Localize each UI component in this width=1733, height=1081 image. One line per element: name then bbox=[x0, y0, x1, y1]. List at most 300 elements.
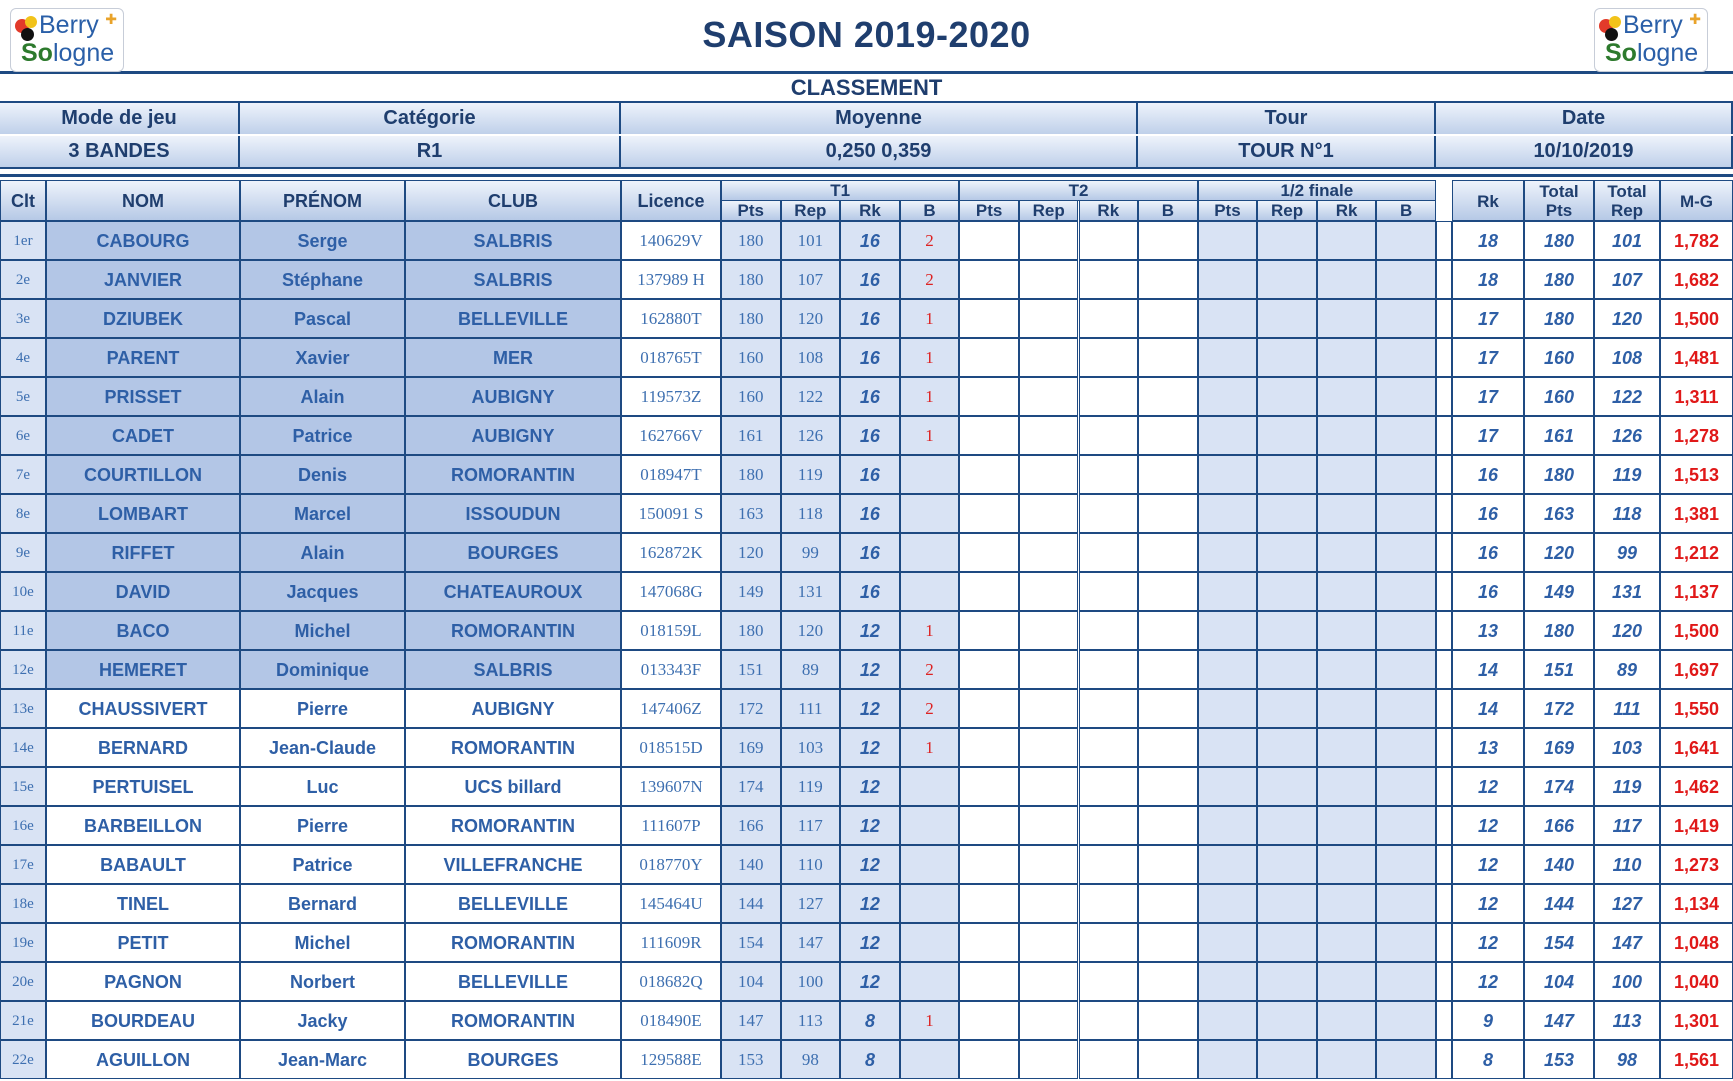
rank-cell: 2e bbox=[0, 260, 46, 299]
semifinal-cell bbox=[1257, 494, 1317, 533]
total-rep: 120 bbox=[1594, 611, 1660, 650]
total-rk: 18 bbox=[1452, 260, 1524, 299]
t2-cell bbox=[1019, 767, 1079, 806]
t1-b bbox=[900, 806, 960, 845]
t1-pts: 172 bbox=[721, 689, 781, 728]
column-header-total_rep: Total Rep bbox=[1594, 180, 1660, 221]
t1-rep: 100 bbox=[781, 962, 841, 1001]
t1-rk: 16 bbox=[840, 455, 900, 494]
t1-rep: 119 bbox=[781, 767, 841, 806]
rank-cell: 6e bbox=[0, 416, 46, 455]
moyenne-generale: 1,641 bbox=[1660, 728, 1733, 767]
page-title: SAISON 2019-2020 bbox=[702, 14, 1031, 55]
t1-pts: 166 bbox=[721, 806, 781, 845]
column-gap bbox=[1436, 299, 1452, 338]
info-value: 3 BANDES bbox=[0, 136, 240, 167]
info-panel bbox=[0, 101, 1733, 169]
column-gap bbox=[1436, 377, 1452, 416]
t2-cell bbox=[1019, 416, 1079, 455]
t2-cell bbox=[1138, 689, 1198, 728]
column-gap bbox=[1436, 689, 1452, 728]
t1-rk: 16 bbox=[840, 377, 900, 416]
title-bar bbox=[0, 0, 1733, 74]
semifinal-cell bbox=[1257, 221, 1317, 260]
t2-cell bbox=[1079, 767, 1139, 806]
column-gap bbox=[1436, 416, 1452, 455]
t1-pts: 161 bbox=[721, 416, 781, 455]
t2-cell bbox=[959, 1040, 1019, 1079]
t1-pts: 169 bbox=[721, 728, 781, 767]
total-pts: 180 bbox=[1524, 260, 1594, 299]
semifinal-cell bbox=[1376, 1001, 1436, 1040]
total-rep: 89 bbox=[1594, 650, 1660, 689]
t2-cell bbox=[959, 1001, 1019, 1040]
t2-cell bbox=[1079, 377, 1139, 416]
t1-rep: 107 bbox=[781, 260, 841, 299]
total-rk: 12 bbox=[1452, 845, 1524, 884]
semifinal-cell bbox=[1317, 806, 1377, 845]
t2-cell bbox=[1138, 455, 1198, 494]
t1-rep: 108 bbox=[781, 338, 841, 377]
t2-cell bbox=[959, 689, 1019, 728]
total-rep: 131 bbox=[1594, 572, 1660, 611]
total-rep: 122 bbox=[1594, 377, 1660, 416]
total-rk: 12 bbox=[1452, 962, 1524, 1001]
rank-cell: 14e bbox=[0, 728, 46, 767]
total-rep: 119 bbox=[1594, 455, 1660, 494]
total-rk: 13 bbox=[1452, 728, 1524, 767]
total-pts: 174 bbox=[1524, 767, 1594, 806]
player-last-name: BABAULT bbox=[46, 845, 240, 884]
total-rk: 12 bbox=[1452, 767, 1524, 806]
player-club: SALBRIS bbox=[405, 260, 621, 299]
t1-b bbox=[900, 494, 960, 533]
t2-cell bbox=[1138, 962, 1198, 1001]
t2-cell bbox=[1138, 221, 1198, 260]
t2-cell bbox=[1138, 416, 1198, 455]
semifinal-cell bbox=[1376, 689, 1436, 728]
t1-b: 2 bbox=[900, 260, 960, 299]
total-pts: 149 bbox=[1524, 572, 1594, 611]
t2-cell bbox=[959, 260, 1019, 299]
player-first-name: Michel bbox=[240, 611, 405, 650]
t1-pts: 174 bbox=[721, 767, 781, 806]
semifinal-cell bbox=[1198, 1001, 1258, 1040]
player-first-name: Michel bbox=[240, 923, 405, 962]
t2-cell bbox=[1019, 455, 1079, 494]
moyenne-generale: 1,419 bbox=[1660, 806, 1733, 845]
column-gap bbox=[1436, 767, 1452, 806]
t2-cell bbox=[959, 728, 1019, 767]
t2-cell bbox=[959, 494, 1019, 533]
semifinal-cell bbox=[1376, 845, 1436, 884]
player-club: ROMORANTIN bbox=[405, 923, 621, 962]
semifinal-cell bbox=[1198, 845, 1258, 884]
player-licence: 162766V bbox=[621, 416, 721, 455]
player-club: BOURGES bbox=[405, 533, 621, 572]
semifinal-cell bbox=[1317, 221, 1377, 260]
player-last-name: PAGNON bbox=[46, 962, 240, 1001]
total-rep: 118 bbox=[1594, 494, 1660, 533]
t2-cell bbox=[1019, 338, 1079, 377]
rank-cell: 10e bbox=[0, 572, 46, 611]
column-header-nom: NOM bbox=[46, 180, 240, 221]
total-rep: 126 bbox=[1594, 416, 1660, 455]
column-gap bbox=[1436, 962, 1452, 1001]
t2-cell bbox=[1019, 377, 1079, 416]
column-header-rk: Rk bbox=[1452, 180, 1524, 221]
t1-pts: 147 bbox=[721, 1001, 781, 1040]
t2-cell bbox=[1138, 650, 1198, 689]
total-rk: 8 bbox=[1452, 1040, 1524, 1079]
semifinal-cell bbox=[1198, 611, 1258, 650]
t1-pts: 180 bbox=[721, 260, 781, 299]
semifinal-cell bbox=[1198, 884, 1258, 923]
semifinal-cell bbox=[1376, 494, 1436, 533]
column-subheader: Rep bbox=[1257, 200, 1317, 221]
player-last-name: AGUILLON bbox=[46, 1040, 240, 1079]
semifinal-cell bbox=[1376, 416, 1436, 455]
semifinal-cell bbox=[1376, 611, 1436, 650]
total-rk: 18 bbox=[1452, 221, 1524, 260]
player-last-name: DAVID bbox=[46, 572, 240, 611]
t1-rep: 120 bbox=[781, 611, 841, 650]
t2-cell bbox=[1138, 572, 1198, 611]
t1-rep: 99 bbox=[781, 533, 841, 572]
semifinal-cell bbox=[1198, 572, 1258, 611]
player-last-name: HEMERET bbox=[46, 650, 240, 689]
player-first-name: Bernard bbox=[240, 884, 405, 923]
player-club: SALBRIS bbox=[405, 650, 621, 689]
total-rep: 120 bbox=[1594, 299, 1660, 338]
player-first-name: Serge bbox=[240, 221, 405, 260]
semifinal-cell bbox=[1257, 884, 1317, 923]
t1-pts: 154 bbox=[721, 923, 781, 962]
player-club: BELLEVILLE bbox=[405, 962, 621, 1001]
total-rk: 13 bbox=[1452, 611, 1524, 650]
t2-cell bbox=[959, 299, 1019, 338]
rank-cell: 17e bbox=[0, 845, 46, 884]
t2-cell bbox=[1079, 260, 1139, 299]
total-rk: 16 bbox=[1452, 455, 1524, 494]
player-last-name: COURTILLON bbox=[46, 455, 240, 494]
t1-b bbox=[900, 572, 960, 611]
semifinal-cell bbox=[1376, 806, 1436, 845]
semifinal-cell bbox=[1376, 377, 1436, 416]
t1-rep: 110 bbox=[781, 845, 841, 884]
total-rk: 9 bbox=[1452, 1001, 1524, 1040]
player-club: ROMORANTIN bbox=[405, 1001, 621, 1040]
total-rk: 16 bbox=[1452, 533, 1524, 572]
t2-cell bbox=[959, 221, 1019, 260]
column-subheader: B bbox=[1376, 200, 1436, 221]
semifinal-cell bbox=[1257, 1040, 1317, 1079]
total-pts: 172 bbox=[1524, 689, 1594, 728]
total-pts: 163 bbox=[1524, 494, 1594, 533]
t1-pts: 151 bbox=[721, 650, 781, 689]
column-subheader: Rk bbox=[1079, 200, 1139, 221]
total-rk: 14 bbox=[1452, 689, 1524, 728]
t2-cell bbox=[1019, 728, 1079, 767]
t1-pts: 180 bbox=[721, 221, 781, 260]
column-header-club: CLUB bbox=[405, 180, 621, 221]
semifinal-cell bbox=[1376, 884, 1436, 923]
total-pts: 147 bbox=[1524, 1001, 1594, 1040]
t1-pts: 120 bbox=[721, 533, 781, 572]
player-club: VILLEFRANCHE bbox=[405, 845, 621, 884]
semifinal-cell bbox=[1376, 650, 1436, 689]
player-last-name: DZIUBEK bbox=[46, 299, 240, 338]
semifinal-cell bbox=[1317, 299, 1377, 338]
player-licence: 137989 H bbox=[621, 260, 721, 299]
column-gap bbox=[1436, 650, 1452, 689]
t2-cell bbox=[1019, 962, 1079, 1001]
separator bbox=[0, 167, 1733, 177]
t1-rep: 89 bbox=[781, 650, 841, 689]
total-rk: 14 bbox=[1452, 650, 1524, 689]
t1-pts: 180 bbox=[721, 611, 781, 650]
semifinal-cell bbox=[1198, 377, 1258, 416]
column-group-header: T2 bbox=[959, 180, 1197, 201]
t2-cell bbox=[1019, 689, 1079, 728]
t1-rep: 126 bbox=[781, 416, 841, 455]
t2-cell bbox=[1079, 494, 1139, 533]
t1-rep: 119 bbox=[781, 455, 841, 494]
t1-b bbox=[900, 455, 960, 494]
t1-rk: 12 bbox=[840, 845, 900, 884]
t1-b bbox=[900, 962, 960, 1001]
t1-rk: 16 bbox=[840, 299, 900, 338]
t1-b: 1 bbox=[900, 728, 960, 767]
t2-cell bbox=[1138, 923, 1198, 962]
total-rk: 16 bbox=[1452, 572, 1524, 611]
semifinal-cell bbox=[1317, 689, 1377, 728]
column-gap bbox=[1436, 494, 1452, 533]
player-last-name: PRISSET bbox=[46, 377, 240, 416]
semifinal-cell bbox=[1198, 962, 1258, 1001]
column-gap bbox=[1436, 845, 1452, 884]
t2-cell bbox=[959, 338, 1019, 377]
moyenne-generale: 1,697 bbox=[1660, 650, 1733, 689]
player-licence: 018159L bbox=[621, 611, 721, 650]
t2-cell bbox=[1019, 1040, 1079, 1079]
semifinal-cell bbox=[1257, 1001, 1317, 1040]
moyenne-generale: 1,040 bbox=[1660, 962, 1733, 1001]
rank-cell: 11e bbox=[0, 611, 46, 650]
player-club: MER bbox=[405, 338, 621, 377]
total-rep: 100 bbox=[1594, 962, 1660, 1001]
semifinal-cell bbox=[1257, 845, 1317, 884]
semifinal-cell bbox=[1257, 611, 1317, 650]
t2-cell bbox=[1079, 923, 1139, 962]
semifinal-cell bbox=[1198, 767, 1258, 806]
moyenne-generale: 1,500 bbox=[1660, 299, 1733, 338]
semifinal-cell bbox=[1257, 962, 1317, 1001]
t1-rep: 131 bbox=[781, 572, 841, 611]
t2-cell bbox=[1019, 572, 1079, 611]
semifinal-cell bbox=[1198, 338, 1258, 377]
player-licence: 111609R bbox=[621, 923, 721, 962]
t1-rk: 12 bbox=[840, 650, 900, 689]
player-licence: 139607N bbox=[621, 767, 721, 806]
total-rep: 98 bbox=[1594, 1040, 1660, 1079]
total-pts: 169 bbox=[1524, 728, 1594, 767]
t1-rep: 98 bbox=[781, 1040, 841, 1079]
t2-cell bbox=[1138, 1040, 1198, 1079]
semifinal-cell bbox=[1257, 767, 1317, 806]
rank-cell: 8e bbox=[0, 494, 46, 533]
column-gap bbox=[1436, 455, 1452, 494]
t2-cell bbox=[1138, 767, 1198, 806]
semifinal-cell bbox=[1257, 689, 1317, 728]
semifinal-cell bbox=[1376, 338, 1436, 377]
player-first-name: Alain bbox=[240, 377, 405, 416]
total-pts: 180 bbox=[1524, 299, 1594, 338]
column-gap bbox=[1436, 728, 1452, 767]
t2-cell bbox=[1138, 728, 1198, 767]
column-header-total_pts: Total Pts bbox=[1524, 180, 1594, 221]
player-club: ROMORANTIN bbox=[405, 611, 621, 650]
t1-rep: 113 bbox=[781, 1001, 841, 1040]
t2-cell bbox=[1079, 845, 1139, 884]
semifinal-cell bbox=[1198, 416, 1258, 455]
moyenne-generale: 1,513 bbox=[1660, 455, 1733, 494]
moyenne-generale: 1,381 bbox=[1660, 494, 1733, 533]
t2-cell bbox=[959, 533, 1019, 572]
player-licence: 119573Z bbox=[621, 377, 721, 416]
total-rep: 99 bbox=[1594, 533, 1660, 572]
rank-cell: 15e bbox=[0, 767, 46, 806]
info-value: 10/10/2019 bbox=[1436, 136, 1733, 167]
total-pts: 151 bbox=[1524, 650, 1594, 689]
t1-rep: 111 bbox=[781, 689, 841, 728]
player-licence: 018765T bbox=[621, 338, 721, 377]
player-club: AUBIGNY bbox=[405, 689, 621, 728]
semifinal-cell bbox=[1376, 728, 1436, 767]
semifinal-cell bbox=[1317, 923, 1377, 962]
total-pts: 166 bbox=[1524, 806, 1594, 845]
semifinal-cell bbox=[1317, 1001, 1377, 1040]
t1-pts: 149 bbox=[721, 572, 781, 611]
t1-rk: 12 bbox=[840, 728, 900, 767]
t2-cell bbox=[959, 806, 1019, 845]
t2-cell bbox=[1019, 260, 1079, 299]
moyenne-generale: 1,212 bbox=[1660, 533, 1733, 572]
total-pts: 140 bbox=[1524, 845, 1594, 884]
total-pts: 160 bbox=[1524, 338, 1594, 377]
semifinal-cell bbox=[1257, 455, 1317, 494]
column-gap bbox=[1436, 338, 1452, 377]
t2-cell bbox=[959, 923, 1019, 962]
t2-cell bbox=[1019, 650, 1079, 689]
semifinal-cell bbox=[1257, 533, 1317, 572]
rank-cell: 20e bbox=[0, 962, 46, 1001]
semifinal-cell bbox=[1376, 767, 1436, 806]
semifinal-cell bbox=[1198, 728, 1258, 767]
total-rep: 127 bbox=[1594, 884, 1660, 923]
moyenne-generale: 1,048 bbox=[1660, 923, 1733, 962]
moyenne-generale: 1,782 bbox=[1660, 221, 1733, 260]
semifinal-cell bbox=[1257, 650, 1317, 689]
moyenne-generale: 1,550 bbox=[1660, 689, 1733, 728]
column-gap bbox=[1436, 260, 1452, 299]
player-first-name: Stéphane bbox=[240, 260, 405, 299]
t1-rk: 12 bbox=[840, 611, 900, 650]
total-rk: 17 bbox=[1452, 338, 1524, 377]
t2-cell bbox=[1019, 806, 1079, 845]
t2-cell bbox=[1079, 572, 1139, 611]
semifinal-cell bbox=[1198, 455, 1258, 494]
player-first-name: Pierre bbox=[240, 806, 405, 845]
total-pts: 180 bbox=[1524, 221, 1594, 260]
column-gap bbox=[1436, 221, 1452, 260]
semifinal-cell bbox=[1257, 260, 1317, 299]
t1-b bbox=[900, 767, 960, 806]
player-licence: 018947T bbox=[621, 455, 721, 494]
t1-rk: 16 bbox=[840, 533, 900, 572]
column-subheader: Rk bbox=[840, 200, 900, 221]
moyenne-generale: 1,137 bbox=[1660, 572, 1733, 611]
player-licence: 018490E bbox=[621, 1001, 721, 1040]
semifinal-cell bbox=[1198, 221, 1258, 260]
t2-cell bbox=[1138, 1001, 1198, 1040]
column-subheader: Rk bbox=[1317, 200, 1377, 221]
t2-cell bbox=[1019, 923, 1079, 962]
t1-rep: 118 bbox=[781, 494, 841, 533]
semifinal-cell bbox=[1317, 728, 1377, 767]
semifinal-cell bbox=[1317, 338, 1377, 377]
player-last-name: BACO bbox=[46, 611, 240, 650]
t1-b: 1 bbox=[900, 611, 960, 650]
column-subheader: Pts bbox=[959, 200, 1019, 221]
player-licence: 162880T bbox=[621, 299, 721, 338]
t1-b: 1 bbox=[900, 299, 960, 338]
player-first-name: Jacky bbox=[240, 1001, 405, 1040]
info-header: Date bbox=[1436, 103, 1733, 134]
player-first-name: Patrice bbox=[240, 845, 405, 884]
rank-cell: 1er bbox=[0, 221, 46, 260]
semifinal-cell bbox=[1257, 416, 1317, 455]
t2-cell bbox=[959, 377, 1019, 416]
t1-b bbox=[900, 1040, 960, 1079]
t2-cell bbox=[1019, 1001, 1079, 1040]
semifinal-cell bbox=[1376, 299, 1436, 338]
semifinal-cell bbox=[1317, 533, 1377, 572]
rank-cell: 21e bbox=[0, 1001, 46, 1040]
column-subheader: B bbox=[1138, 200, 1198, 221]
semifinal-cell bbox=[1257, 377, 1317, 416]
t1-rk: 8 bbox=[840, 1001, 900, 1040]
t1-b: 1 bbox=[900, 416, 960, 455]
t1-rk: 12 bbox=[840, 689, 900, 728]
player-last-name: PETIT bbox=[46, 923, 240, 962]
semifinal-cell bbox=[1317, 962, 1377, 1001]
t1-rk: 12 bbox=[840, 962, 900, 1001]
total-pts: 104 bbox=[1524, 962, 1594, 1001]
player-licence: 018682Q bbox=[621, 962, 721, 1001]
column-gap bbox=[1436, 806, 1452, 845]
section-title: CLASSEMENT bbox=[790, 75, 943, 100]
column-subheader: Pts bbox=[1198, 200, 1258, 221]
player-last-name: BERNARD bbox=[46, 728, 240, 767]
player-club: AUBIGNY bbox=[405, 416, 621, 455]
t2-cell bbox=[1138, 494, 1198, 533]
t1-b: 2 bbox=[900, 689, 960, 728]
player-first-name: Pascal bbox=[240, 299, 405, 338]
t1-b: 2 bbox=[900, 221, 960, 260]
t2-cell bbox=[1138, 884, 1198, 923]
t2-cell bbox=[1138, 377, 1198, 416]
